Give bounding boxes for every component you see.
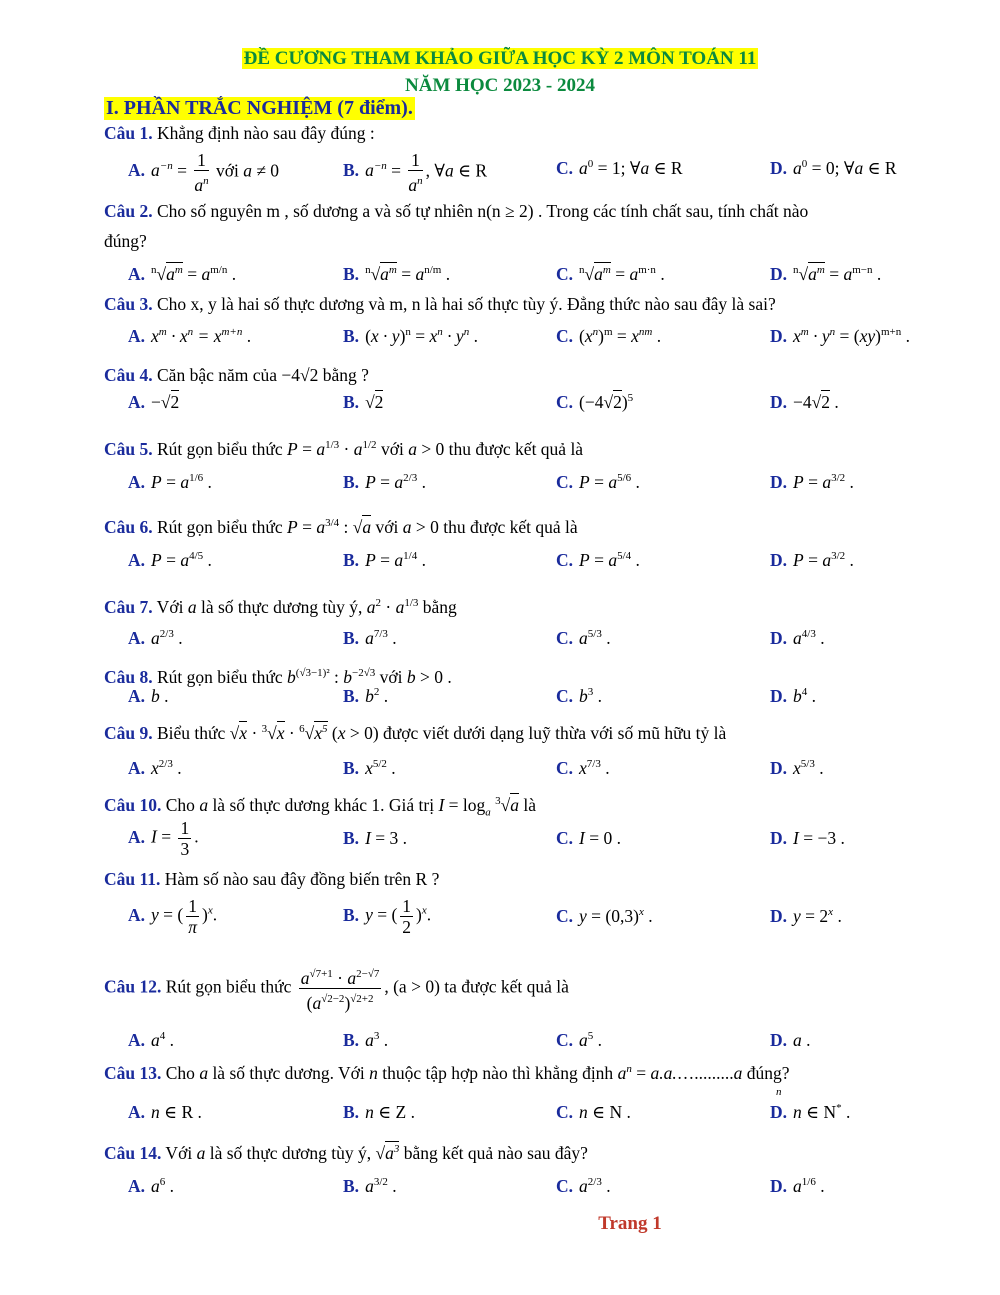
q5-option-b: B. $P = a^{2/3}$ . bbox=[343, 472, 426, 492]
q8-option-d: D. $b^4$ . bbox=[770, 686, 817, 706]
q1-option-c: C. $a^0 = 1$; ∀a ∈ R bbox=[556, 158, 683, 178]
q9-option-c: C. $x^{7/3}$ . bbox=[556, 758, 610, 778]
question-7: Câu 7. Với a là số thực dương tùy ý, $a^2 \cdot a^{1/3}$ bằng bbox=[104, 596, 457, 617]
q12-option-b: B. $a^3$ . bbox=[343, 1030, 389, 1050]
q4-option-b: B. √2 bbox=[343, 392, 384, 412]
q8-option-c: C. $b^3$ . bbox=[556, 686, 603, 706]
q1-option-a: A. $a^{-n}$ = $\frac{1}{a^n}$ với a ≠ 0 bbox=[128, 150, 280, 195]
q13-option-b: B. n ∈ Z . bbox=[343, 1102, 415, 1122]
q3-option-a: A. $x^m \cdot x^n = x^{m+n}$ . bbox=[128, 326, 252, 346]
q6-option-a: A. $P = a^{4/5}$ . bbox=[128, 550, 212, 570]
question-2: Câu 2. Cho số nguyên m , số dương a và số tự nhiên n(n ≥ 2) . Trong các tính chất sau, tính chất nào bbox=[104, 201, 809, 221]
q8-option-a: A. b . bbox=[128, 686, 169, 706]
q10-option-b: B. I = 3 . bbox=[343, 828, 408, 848]
q12-option-d: D. a . bbox=[770, 1030, 811, 1050]
q7-option-d: D. $a^{4/3}$ . bbox=[770, 628, 825, 648]
question-6: Câu 6. Rút gọn biểu thức $P = a^{3/4}$ : √a với a > 0 thu được kết quả là bbox=[104, 516, 578, 537]
q9-option-d: D. $x^{5/3}$ . bbox=[770, 758, 824, 778]
question-5: Câu 5. Rút gọn biểu thức $P = a^{1/3} \cdot a^{1/2}$ với a > 0 thu được kết quả là bbox=[104, 438, 584, 459]
q10-option-c: C. I = 0 . bbox=[556, 828, 621, 848]
q10-option-a: A. I = $\frac{1}{3}$ . bbox=[128, 818, 199, 859]
question-1: Câu 1. Khẳng định nào sau đây đúng : bbox=[104, 123, 375, 143]
q13-option-c: C. n ∈ N . bbox=[556, 1102, 631, 1122]
q13-option-a: A. n ∈ R . bbox=[128, 1102, 202, 1122]
q6-option-b: B. $P = a^{1/4}$ . bbox=[343, 550, 426, 570]
question-4: Câu 4. Căn bậc năm của −4√2 bằng ? bbox=[104, 365, 369, 385]
q14-option-d: D. $a^{1/6}$ . bbox=[770, 1176, 825, 1196]
question-3: Câu 3. Cho x, y là hai số thực dương và m, n là hai số thực tùy ý. Đẳng thức nào sau đây là sai? bbox=[104, 294, 776, 314]
question-10: Câu 10. Cho a là số thực dương khác 1. Giá trị $I = \log_a ^3√a$ là bbox=[104, 794, 537, 819]
question-2-cont: đúng? bbox=[104, 231, 147, 251]
q14-option-a: A. $a^6$ . bbox=[128, 1176, 175, 1196]
q11-option-a: A. y = ( $\frac{1}{\pi}$ )$^x$. bbox=[128, 896, 218, 937]
question-13: Câu 13. Cho a là số thực dương. Với n thuộc tập hợp nào thì khẳng định $a^n$ = a.a.….........a đúng? bbox=[104, 1062, 790, 1083]
q3-option-d: D. $x^m \cdot y^n = (xy)^{m+n}$ . bbox=[770, 326, 910, 346]
q9-option-a: A. $x^{2/3}$ . bbox=[128, 758, 182, 778]
q7-option-b: B. $a^{7/3}$ . bbox=[343, 628, 397, 648]
q11-option-b: B. y = ( $\frac{1}{2}$ )$^x$. bbox=[343, 896, 432, 937]
question-11: Câu 11. Hàm số nào sau đây đồng biến trên R ? bbox=[104, 869, 440, 889]
q3-option-b: B. $(x \cdot y)^n = x^n \cdot y^n$ . bbox=[343, 326, 478, 346]
q8-option-b: B. $b^2$ . bbox=[343, 686, 389, 706]
q6-option-c: C. $P = a^{5/4}$ . bbox=[556, 550, 640, 570]
q4-option-d: D. −4√2 . bbox=[770, 392, 839, 412]
q1-option-d: D. $a^0 = 0$; ∀a ∈ R bbox=[770, 158, 897, 178]
q12-option-c: C. $a^5$ . bbox=[556, 1030, 603, 1050]
q11-option-d: D. $y = 2^x$ . bbox=[770, 906, 842, 926]
q12-option-a: A. $a^4$ . bbox=[128, 1030, 175, 1050]
q2-option-b: B. $^n√a^m = a^{n/m}$ . bbox=[343, 264, 451, 284]
q5-option-c: C. $P = a^{5/6}$ . bbox=[556, 472, 640, 492]
question-9: Câu 9. Biểu thức $√x \cdot ^3√x \cdot ^6√x^5$ (x > 0) được viết dưới dạng luỹ thừa với số mũ hữu tỷ là bbox=[104, 722, 727, 743]
q3-option-c: C. $(x^n)^m = x^{nm}$ . bbox=[556, 326, 662, 346]
document-title: ĐỀ CƯƠNG THAM KHẢO GIỮA HỌC KỲ 2 MÔN TOÁN 11 bbox=[243, 48, 757, 69]
q1-option-b: B. $a^{-n}$ = $\frac{1}{a^n}$ , ∀a ∈ R bbox=[343, 150, 488, 195]
q7-option-c: C. $a^{5/3}$ . bbox=[556, 628, 611, 648]
q9-option-b: B. $x^{5/2}$ . bbox=[343, 758, 396, 778]
page-footer: Trang 1 bbox=[598, 1213, 662, 1234]
document-subtitle: NĂM HỌC 2023 - 2024 bbox=[405, 75, 595, 96]
q5-option-d: D. $P = a^{3/2}$ . bbox=[770, 472, 854, 492]
section-heading: I. PHẦN TRẮC NGHIỆM (7 điểm). bbox=[106, 97, 413, 119]
q7-option-a: A. $a^{2/3}$ . bbox=[128, 628, 183, 648]
q4-option-c: C. $(-4√2)^5$ bbox=[556, 392, 634, 412]
q10-option-d: D. I = −3 . bbox=[770, 828, 845, 848]
q6-option-d: D. $P = a^{3/2}$ . bbox=[770, 550, 854, 570]
q13-option-d: D. n ∈ N* . bbox=[770, 1102, 851, 1122]
question-14: Câu 14. Với a là số thực dương tùy ý, $√a^3$ bằng kết quả nào sau đây? bbox=[104, 1142, 588, 1163]
q4-option-a: A. −√2 bbox=[128, 392, 180, 412]
question-12: Câu 12. Rút gọn biểu thức $\frac{a^{√7+1} \cdot a^{2-√7}}{(a^{√2-2})^{√2+2}}$ , (a > 0) ta được kết quả là bbox=[104, 964, 569, 1013]
q13-n-label: n bbox=[776, 1086, 782, 1098]
question-8: Câu 8. Rút gọn biểu thức $b^{(√3-1)^2}$ : $b^{-2√3}$ với b > 0 . bbox=[104, 666, 452, 687]
q2-option-a: A. $^n√a^m = a^{m/n}$ . bbox=[128, 264, 237, 284]
q14-option-c: C. $a^{2/3}$ . bbox=[556, 1176, 611, 1196]
q2-option-d: D. $^n√a^m = a^{m-n}$ . bbox=[770, 264, 882, 284]
q14-option-b: B. $a^{3/2}$ . bbox=[343, 1176, 397, 1196]
q11-option-c: C. $y = (0,3)^x$ . bbox=[556, 906, 653, 926]
q5-option-a: A. $P = a^{1/6}$ . bbox=[128, 472, 212, 492]
q12-fraction: $\frac{a^{√7+1} \cdot a^{2-√7}}{(a^{√2-2})^{√2+2}}$ bbox=[299, 964, 382, 1013]
q2-option-c: C. $^n√a^m = a^{m\cdot n}$ . bbox=[556, 264, 665, 284]
